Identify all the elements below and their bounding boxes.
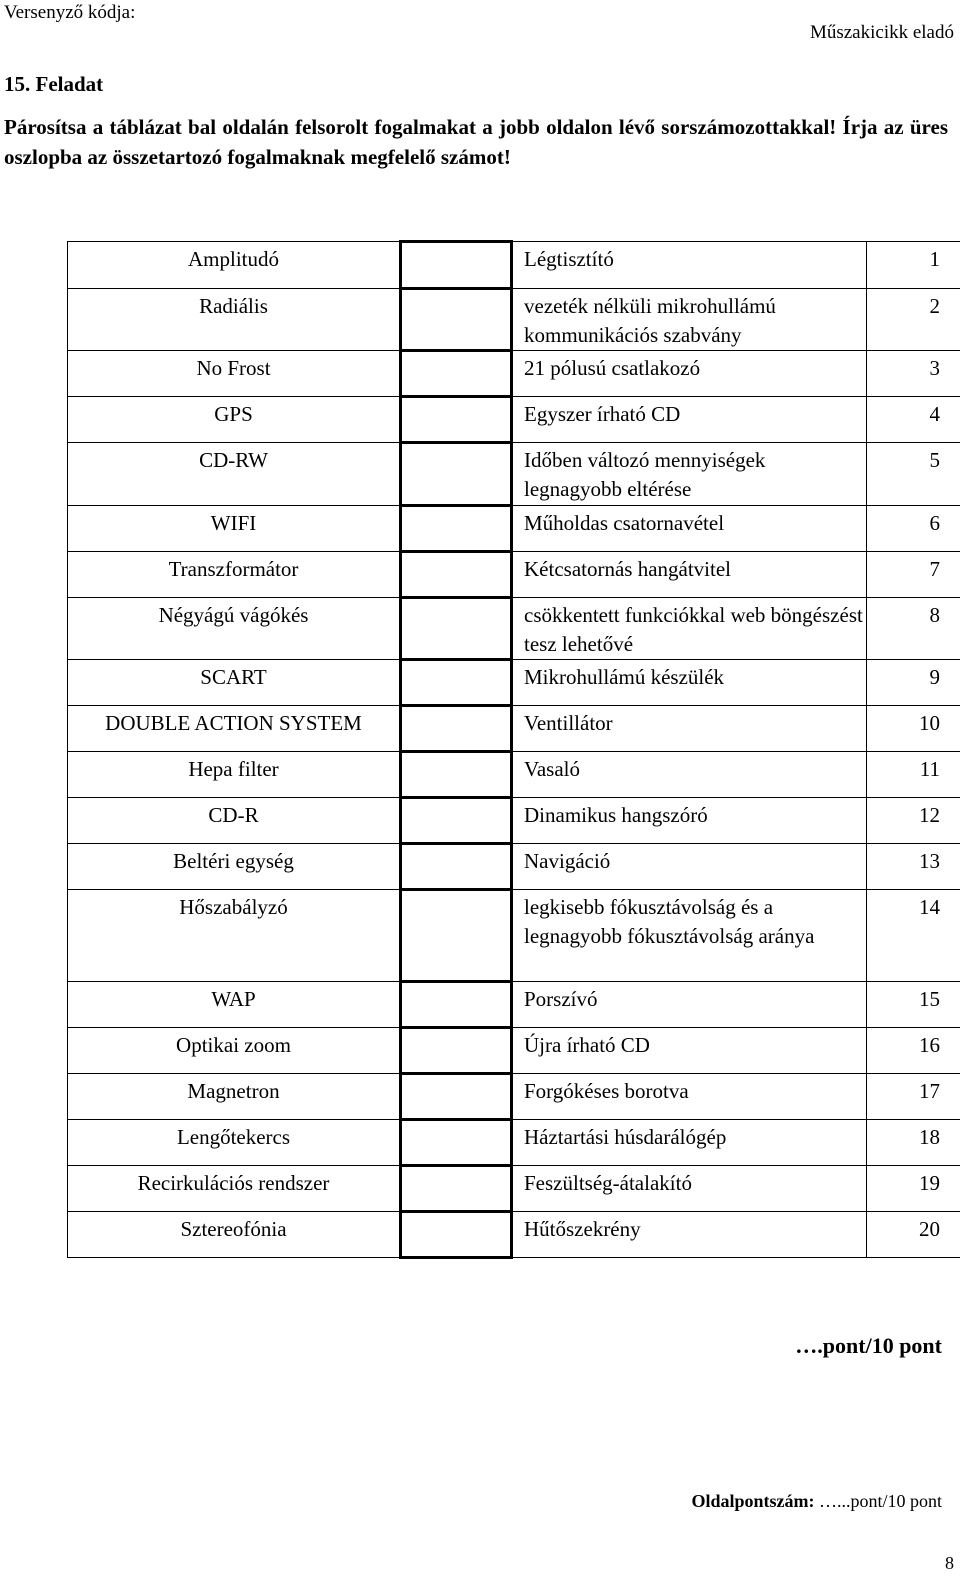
table-row (68, 890, 960, 982)
number-cell: 17 (867, 1074, 960, 1120)
task-instructions: Párosítsa a táblázat bal oldalán felsorolt fogalmakat a jobb oldalon lévő sorszámozottakkal! Írja az üres oszlopba az összetartozó fogalmaknak megfelelő számot! (4, 115, 948, 169)
number-cell: 4 (867, 397, 960, 443)
description-cell: Dinamikus hangszóró (512, 798, 867, 844)
term-cell: Recirkulációs rendszer (68, 1166, 401, 1212)
page-number: 8 (945, 1553, 954, 1573)
task-title: 15. Feladat (4, 72, 104, 96)
answer-cell[interactable] (401, 1074, 512, 1120)
term-cell: Sztereofónia (68, 1212, 401, 1258)
description-cell: csökkentett funkciókkal web böngészést tesz lehetővé (512, 598, 867, 660)
table-row (68, 397, 960, 443)
number-cell: 16 (867, 1028, 960, 1074)
description-cell: Porszívó (512, 982, 867, 1028)
description-cell: Újra írható CD (512, 1028, 867, 1074)
table-row (68, 289, 960, 351)
term-cell: Radiális (68, 289, 401, 351)
answer-cell[interactable] (401, 844, 512, 890)
table-row (68, 1120, 960, 1166)
description-cell: Mikrohullámú készülék (512, 660, 867, 706)
term-cell: No Frost (68, 351, 401, 397)
table-row (68, 351, 960, 397)
table-row (68, 1212, 960, 1258)
term-cell: Hepa filter (68, 752, 401, 798)
number-cell: 2 (867, 289, 960, 351)
answer-cell[interactable] (401, 351, 512, 397)
page-score-label: Oldalpontszám: (691, 1491, 815, 1511)
term-cell: WAP (68, 982, 401, 1028)
number-cell: 14 (867, 890, 960, 982)
term-cell: Transzformátor (68, 552, 401, 598)
answer-cell[interactable] (401, 289, 512, 351)
description-cell: vezeték nélküli mikrohullámú kommunikációs szabvány (512, 289, 867, 351)
description-cell: Forgókéses borotva (512, 1074, 867, 1120)
term-cell: Hőszabályzó (68, 890, 401, 982)
number-cell: 19 (867, 1166, 960, 1212)
term-cell: Optikai zoom (68, 1028, 401, 1074)
term-cell: Magnetron (68, 1074, 401, 1120)
page-score-value: …...pont/10 pont (818, 1491, 942, 1511)
answer-cell[interactable] (401, 443, 512, 506)
table-row (68, 982, 960, 1028)
answer-cell[interactable] (401, 598, 512, 660)
number-cell: 11 (867, 752, 960, 798)
page-score (691, 1491, 942, 1512)
description-cell: legkisebb fókusztávolság és a legnagyobb fókusztávolság aránya (512, 890, 867, 982)
answer-cell[interactable] (401, 506, 512, 552)
table-row (68, 242, 960, 289)
task-score: ….pont/10 pont (795, 1333, 942, 1358)
term-cell: Lengőtekercs (68, 1120, 401, 1166)
description-cell: Háztartási húsdarálógép (512, 1120, 867, 1166)
number-cell: 7 (867, 552, 960, 598)
number-cell: 12 (867, 798, 960, 844)
answer-cell[interactable] (401, 982, 512, 1028)
table-row (68, 706, 960, 752)
description-cell: Vasaló (512, 752, 867, 798)
answer-cell[interactable] (401, 890, 512, 982)
answer-cell[interactable] (401, 660, 512, 706)
term-cell: Amplitudó (68, 242, 401, 289)
answer-cell[interactable] (401, 752, 512, 798)
answer-cell[interactable] (401, 242, 512, 289)
description-cell: Időben változó mennyiségek legnagyobb eltérése (512, 443, 867, 506)
table-row (68, 798, 960, 844)
number-cell: 15 (867, 982, 960, 1028)
matching-table (67, 240, 960, 1259)
description-cell: Egyszer írható CD (512, 397, 867, 443)
number-cell: 5 (867, 443, 960, 506)
number-cell: 6 (867, 506, 960, 552)
competitor-code-label: Versenyző kódja: (4, 2, 136, 23)
answer-cell[interactable] (401, 798, 512, 844)
term-cell: WIFI (68, 506, 401, 552)
table-row (68, 443, 960, 506)
number-cell: 9 (867, 660, 960, 706)
description-cell: Feszültség-átalakító (512, 1166, 867, 1212)
number-cell: 20 (867, 1212, 960, 1258)
description-cell: Ventillátor (512, 706, 867, 752)
term-cell: GPS (68, 397, 401, 443)
table-row (68, 660, 960, 706)
table-row (68, 1074, 960, 1120)
answer-cell[interactable] (401, 1028, 512, 1074)
description-cell: 21 pólusú csatlakozó (512, 351, 867, 397)
description-cell: Műholdas csatornavétel (512, 506, 867, 552)
number-cell: 10 (867, 706, 960, 752)
number-cell: 1 (867, 242, 960, 289)
table-row (68, 1028, 960, 1074)
number-cell: 13 (867, 844, 960, 890)
term-cell: DOUBLE ACTION SYSTEM (68, 706, 401, 752)
profession-label: Műszakicikk eladó (809, 22, 954, 43)
answer-cell[interactable] (401, 1120, 512, 1166)
description-cell: Hűtőszekrény (512, 1212, 867, 1258)
table-row (68, 598, 960, 660)
description-cell: Navigáció (512, 844, 867, 890)
table-row (68, 844, 960, 890)
table-row (68, 552, 960, 598)
term-cell: SCART (68, 660, 401, 706)
term-cell: Négyágú vágókés (68, 598, 401, 660)
answer-cell[interactable] (401, 1212, 512, 1258)
number-cell: 3 (867, 351, 960, 397)
table-row (68, 1166, 960, 1212)
answer-cell[interactable] (401, 1166, 512, 1212)
table-row (68, 752, 960, 798)
number-cell: 8 (867, 598, 960, 660)
number-cell: 18 (867, 1120, 960, 1166)
term-cell: Beltéri egység (68, 844, 401, 890)
term-cell: CD-R (68, 798, 401, 844)
term-cell: CD-RW (68, 443, 401, 506)
description-cell: Légtisztító (512, 242, 867, 289)
answer-cell[interactable] (401, 706, 512, 752)
answer-cell[interactable] (401, 397, 512, 443)
description-cell: Kétcsatornás hangátvitel (512, 552, 867, 598)
table-row (68, 506, 960, 552)
answer-cell[interactable] (401, 552, 512, 598)
